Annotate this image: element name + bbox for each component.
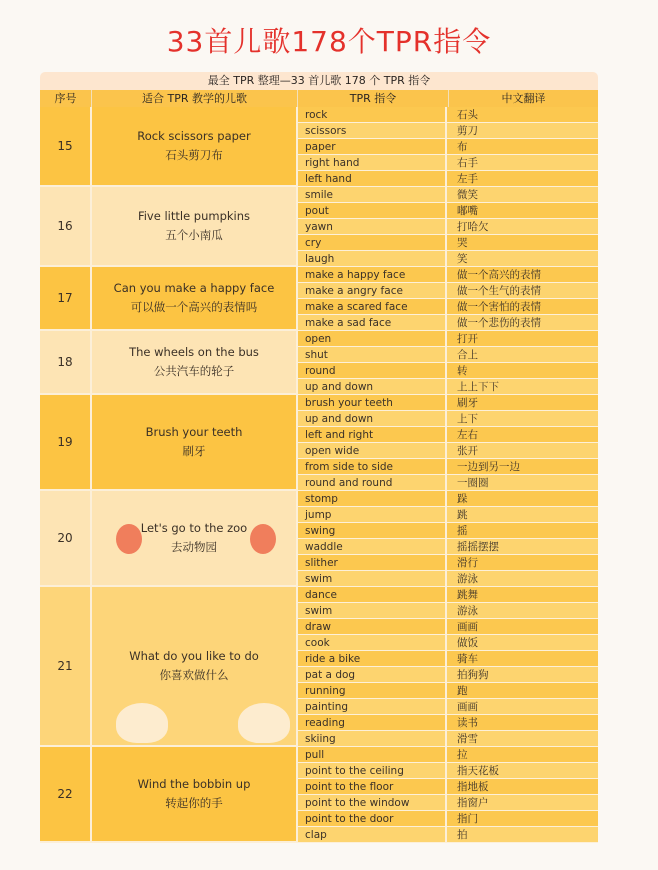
header-command: TPR 指令 bbox=[298, 90, 449, 107]
table-row bbox=[298, 555, 598, 571]
tpr-table bbox=[40, 72, 598, 848]
tpr-command: swim bbox=[298, 603, 447, 618]
song-title-en: What do you like to do bbox=[129, 649, 259, 663]
group-number: 19 bbox=[40, 395, 92, 491]
table-banner: 最全 TPR 整理—33 首儿歌 178 个 TPR 指令 bbox=[40, 72, 598, 90]
chinese-translation: 滑雪 bbox=[457, 733, 478, 745]
table-row bbox=[298, 491, 598, 507]
table-row bbox=[298, 267, 598, 283]
table-row bbox=[298, 507, 598, 523]
tpr-command: scissors bbox=[298, 123, 447, 138]
tpr-command: make a scared face bbox=[298, 299, 447, 314]
group-number: 18 bbox=[40, 331, 92, 395]
table-row bbox=[298, 731, 598, 747]
tpr-command: point to the floor bbox=[298, 779, 447, 794]
chinese-translation: 做一个悲伤的表情 bbox=[457, 317, 541, 329]
table-row bbox=[298, 763, 598, 779]
chinese-translation: 左手 bbox=[457, 173, 478, 185]
song-title-zh: 五个小南瓜 bbox=[165, 228, 223, 242]
table-row bbox=[298, 171, 598, 187]
chinese-translation: 摇摇摆摆 bbox=[457, 541, 499, 553]
paw-decoration-left bbox=[116, 703, 168, 743]
song-title-zh: 公共汽车的轮子 bbox=[153, 364, 235, 378]
chinese-translation: 做饭 bbox=[457, 637, 478, 649]
chinese-translation: 画画 bbox=[457, 701, 478, 713]
tpr-command: dance bbox=[298, 587, 447, 602]
table-row bbox=[298, 395, 598, 411]
table-row bbox=[298, 347, 598, 363]
chinese-translation: 哭 bbox=[457, 237, 468, 249]
group-number: 20 bbox=[40, 491, 92, 587]
table-row bbox=[298, 683, 598, 699]
tpr-command: round and round bbox=[298, 475, 447, 490]
song-title-zh: 去动物园 bbox=[171, 540, 217, 554]
table-row bbox=[298, 699, 598, 715]
song-title-zh: 石头剪刀布 bbox=[165, 148, 223, 162]
chinese-translation: 跺 bbox=[457, 493, 468, 505]
chinese-translation: 转 bbox=[457, 365, 468, 377]
table-row bbox=[298, 443, 598, 459]
chinese-translation: 跳舞 bbox=[457, 589, 478, 601]
chinese-translation: 打哈欠 bbox=[457, 221, 489, 233]
tpr-command: cook bbox=[298, 635, 447, 650]
chinese-translation: 张开 bbox=[457, 445, 478, 457]
chinese-translation: 做一个害怕的表情 bbox=[457, 301, 541, 313]
tpr-command: paper bbox=[298, 139, 447, 154]
chinese-translation: 跳 bbox=[457, 509, 468, 521]
chinese-translation: 游泳 bbox=[457, 605, 478, 617]
header-translation: 中文翻译 bbox=[449, 90, 598, 107]
tpr-command: open bbox=[298, 331, 447, 346]
song-cell bbox=[92, 107, 298, 187]
tpr-command: jump bbox=[298, 507, 447, 522]
tpr-command: make a happy face bbox=[298, 267, 447, 282]
chinese-translation: 微笑 bbox=[457, 189, 478, 201]
song-cell bbox=[92, 267, 298, 331]
header-song: 适合 TPR 教学的儿歌 bbox=[92, 90, 298, 107]
chinese-translation: 跑 bbox=[457, 685, 468, 697]
paw-decoration-right bbox=[238, 703, 290, 743]
chinese-translation: 笑 bbox=[457, 253, 468, 265]
table-row bbox=[298, 235, 598, 251]
group-number: 21 bbox=[40, 587, 92, 747]
chinese-translation: 刷牙 bbox=[457, 397, 478, 409]
header-num: 序号 bbox=[40, 90, 92, 107]
chinese-translation: 剪刀 bbox=[457, 125, 478, 137]
page-title: 33首儿歌178个TPR指令 bbox=[166, 25, 492, 58]
table-row bbox=[298, 283, 598, 299]
group-number: 22 bbox=[40, 747, 92, 843]
song-title-en: Brush your teeth bbox=[145, 425, 243, 439]
tpr-command: cry bbox=[298, 235, 447, 250]
chinese-translation: 滑行 bbox=[457, 557, 478, 569]
chinese-translation: 一圈圈 bbox=[457, 477, 489, 489]
chinese-translation: 左右 bbox=[457, 429, 478, 441]
table-row bbox=[298, 299, 598, 315]
table-row bbox=[298, 651, 598, 667]
chinese-translation: 拉 bbox=[457, 749, 468, 761]
table-header-row bbox=[40, 90, 598, 107]
tpr-command: skiing bbox=[298, 731, 447, 746]
tpr-command: swim bbox=[298, 571, 447, 586]
chinese-translation: 指窗户 bbox=[457, 797, 489, 809]
song-title-en: Let's go to the zoo bbox=[140, 521, 248, 535]
tpr-command: point to the door bbox=[298, 811, 447, 826]
chinese-translation: 做一个生气的表情 bbox=[457, 285, 541, 297]
song-title-zh: 可以做一个高兴的表情吗 bbox=[130, 300, 258, 314]
chinese-translation: 画画 bbox=[457, 621, 478, 633]
table-row bbox=[298, 411, 598, 427]
chinese-translation: 打开 bbox=[457, 333, 478, 345]
table-row bbox=[298, 187, 598, 203]
table-row bbox=[298, 571, 598, 587]
chinese-translation: 骑车 bbox=[457, 653, 478, 665]
table-row bbox=[298, 539, 598, 555]
chinese-translation: 拍 bbox=[457, 829, 468, 841]
chinese-translation: 指门 bbox=[457, 813, 478, 825]
table-row bbox=[298, 139, 598, 155]
chinese-translation: 游泳 bbox=[457, 573, 478, 585]
table-row bbox=[298, 315, 598, 331]
tpr-command: yawn bbox=[298, 219, 447, 234]
tpr-command: reading bbox=[298, 715, 447, 730]
table-row bbox=[298, 523, 598, 539]
chinese-translation: 摇 bbox=[457, 525, 468, 537]
song-title-en: The wheels on the bus bbox=[129, 345, 259, 359]
table-row bbox=[298, 795, 598, 811]
tpr-command: open wide bbox=[298, 443, 447, 458]
song-title-en: Rock scissors paper bbox=[137, 129, 251, 143]
tpr-command: slither bbox=[298, 555, 447, 570]
table-row bbox=[298, 219, 598, 235]
table-row bbox=[298, 331, 598, 347]
table-row bbox=[298, 827, 598, 843]
chinese-translation: 一边到另一边 bbox=[457, 461, 520, 473]
chinese-translation: 上下 bbox=[457, 413, 478, 425]
table-row bbox=[298, 811, 598, 827]
tpr-command: from side to side bbox=[298, 459, 447, 474]
song-title-en: Can you make a happy face bbox=[113, 281, 275, 295]
chinese-translation: 指地板 bbox=[457, 781, 489, 793]
table-row bbox=[298, 427, 598, 443]
tpr-command: swing bbox=[298, 523, 447, 538]
tpr-command: shut bbox=[298, 347, 447, 362]
chinese-translation: 合上 bbox=[457, 349, 478, 361]
table-row bbox=[298, 363, 598, 379]
table-row bbox=[298, 715, 598, 731]
group-number: 16 bbox=[40, 187, 92, 267]
cheek-decoration-left bbox=[116, 524, 142, 554]
chinese-translation: 指天花板 bbox=[457, 765, 499, 777]
song-title-en: Five little pumpkins bbox=[137, 209, 251, 223]
song-cell bbox=[92, 331, 298, 395]
tpr-command: left hand bbox=[298, 171, 447, 186]
tpr-command: draw bbox=[298, 619, 447, 634]
tpr-command: right hand bbox=[298, 155, 447, 170]
song-cell bbox=[92, 187, 298, 267]
tpr-command: smile bbox=[298, 187, 447, 202]
group-number: 17 bbox=[40, 267, 92, 331]
song-cell bbox=[92, 747, 298, 843]
table-row bbox=[298, 475, 598, 491]
tpr-command: make a sad face bbox=[298, 315, 447, 330]
chinese-translation: 上上下下 bbox=[457, 381, 499, 393]
tpr-command: point to the window bbox=[298, 795, 447, 810]
table-row bbox=[298, 251, 598, 267]
cheek-decoration-right bbox=[250, 524, 276, 554]
tpr-command: rock bbox=[298, 107, 447, 122]
chinese-translation: 做一个高兴的表情 bbox=[457, 269, 541, 281]
tpr-command: brush your teeth bbox=[298, 395, 447, 410]
table-row bbox=[298, 203, 598, 219]
song-title-en: Wind the bobbin up bbox=[137, 777, 251, 791]
tpr-command: stomp bbox=[298, 491, 447, 506]
tpr-command: painting bbox=[298, 699, 447, 714]
tpr-command: round bbox=[298, 363, 447, 378]
tpr-command: up and down bbox=[298, 379, 447, 394]
table-row bbox=[298, 155, 598, 171]
tpr-command: pat a dog bbox=[298, 667, 447, 682]
tpr-command: clap bbox=[298, 827, 447, 842]
table-row bbox=[298, 747, 598, 763]
group-number: 15 bbox=[40, 107, 92, 187]
table-row bbox=[298, 587, 598, 603]
tpr-command: running bbox=[298, 683, 447, 698]
tpr-command: make a angry face bbox=[298, 283, 447, 298]
tpr-command: pull bbox=[298, 747, 447, 762]
table-row bbox=[298, 779, 598, 795]
song-title-zh: 刷牙 bbox=[182, 444, 206, 458]
chinese-translation: 读书 bbox=[457, 717, 478, 729]
chinese-translation: 布 bbox=[457, 141, 468, 153]
table-row bbox=[298, 123, 598, 139]
song-cell bbox=[92, 395, 298, 491]
table-row bbox=[298, 107, 598, 123]
tpr-command: laugh bbox=[298, 251, 447, 266]
table-row bbox=[298, 603, 598, 619]
chinese-translation: 拍狗狗 bbox=[457, 669, 489, 681]
song-title-zh: 你喜欢做什么 bbox=[159, 668, 229, 682]
table-row bbox=[298, 619, 598, 635]
tpr-command: left and right bbox=[298, 427, 447, 442]
tpr-command: ride a bike bbox=[298, 651, 447, 666]
table-row bbox=[298, 635, 598, 651]
table-row bbox=[298, 379, 598, 395]
table-row bbox=[298, 667, 598, 683]
table-row bbox=[298, 459, 598, 475]
chinese-translation: 右手 bbox=[457, 157, 478, 169]
tpr-command: pout bbox=[298, 203, 447, 218]
tpr-command: up and down bbox=[298, 411, 447, 426]
tpr-command: point to the ceiling bbox=[298, 763, 447, 778]
tpr-command: waddle bbox=[298, 539, 447, 554]
song-title-zh: 转起你的手 bbox=[165, 796, 223, 810]
chinese-translation: 嘟嘴 bbox=[457, 205, 478, 217]
chinese-translation: 石头 bbox=[457, 109, 478, 121]
